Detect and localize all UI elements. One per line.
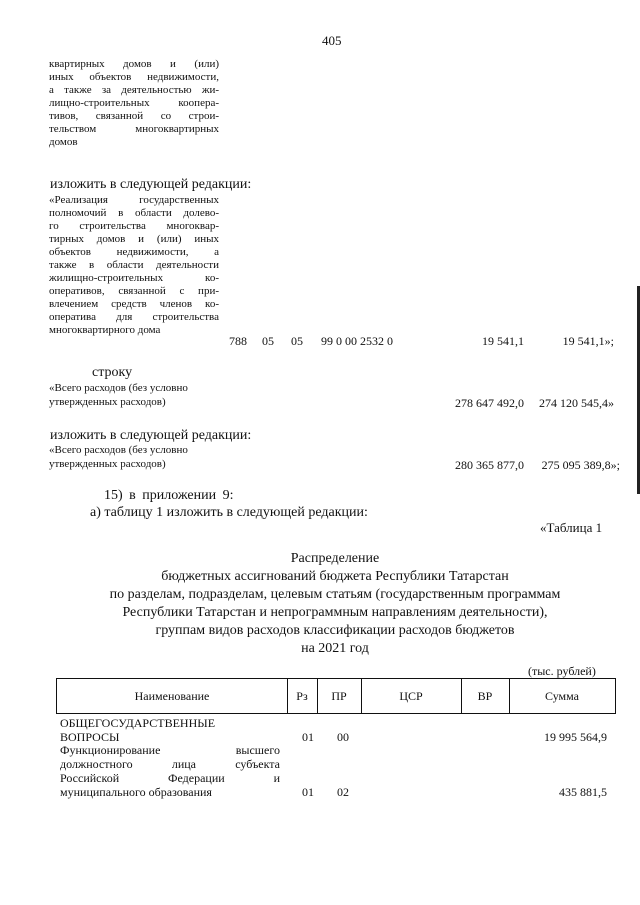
title-line: группам видов расходов классификации расходов бюджетов bbox=[155, 623, 515, 638]
edit1-sum2: 19 541,1»; bbox=[562, 334, 614, 348]
edit1-line: оперативов, связанной с при- bbox=[49, 285, 219, 297]
item15-line2: а) таблицу 1 изложить в следующей редакции: bbox=[90, 505, 368, 520]
table-row bbox=[60, 743, 280, 799]
edit1-code-pr: 05 bbox=[291, 334, 303, 348]
row-rz: 01 bbox=[302, 785, 314, 799]
row-name-line: муниципального образования bbox=[60, 785, 212, 799]
edit1-line: тирных домов и (или) иных bbox=[49, 233, 219, 245]
edit1-line: также в области деятельности bbox=[49, 259, 219, 271]
prev-line: тельством многоквартирных bbox=[49, 123, 219, 135]
title-line: бюджетных ассигнований бюджета Республики Татарстан bbox=[161, 569, 509, 584]
edit1-line: оператива для строительства bbox=[49, 311, 219, 323]
item15-line1: 15) в приложении 9: bbox=[104, 488, 234, 503]
header-csr: ЦСР bbox=[399, 688, 423, 703]
table-label: «Таблица 1 bbox=[540, 520, 603, 535]
header-rz: Рз bbox=[296, 688, 308, 703]
row-sum: 19 995 564,9 bbox=[544, 730, 607, 744]
edit2-heading: изложить в следующей редакции: bbox=[50, 428, 252, 443]
row-pr: 02 bbox=[337, 785, 349, 799]
stroku-sum1: 278 647 492,0 bbox=[455, 396, 524, 410]
edit2-sum2: 275 095 389,8»; bbox=[541, 458, 620, 472]
header-sum: Сумма bbox=[545, 688, 579, 703]
prev-line: иных объектов недвижимости, bbox=[49, 71, 219, 83]
edit1-line: полномочий в области долево- bbox=[49, 207, 219, 219]
title-line: Республики Татарстан и непрограммным направлениям деятельности), bbox=[122, 605, 548, 620]
edit1-heading: изложить в следующей редакции: bbox=[50, 177, 252, 192]
prev-line: а также за деятельностью жи- bbox=[49, 84, 219, 96]
header-pr: ПР bbox=[331, 688, 347, 703]
prev-line: квартирных домов и (или) bbox=[49, 58, 219, 70]
row-name-line: ВОПРОСЫ bbox=[60, 730, 120, 744]
edit1-line: «Реализация государственных bbox=[49, 194, 219, 206]
header-name: Наименование bbox=[134, 688, 210, 703]
edit1-line: многоквартирного дома bbox=[49, 324, 161, 336]
prev-line: домов bbox=[49, 136, 78, 148]
row-rz: 01 bbox=[302, 730, 314, 744]
row-name-line: Российской Федерации и bbox=[60, 771, 280, 785]
table-title bbox=[40, 550, 630, 658]
stroku-line2: утвержденных расходов) bbox=[49, 396, 166, 408]
edit1-code-vedomstvo: 788 bbox=[229, 334, 247, 348]
stroku-label: строку bbox=[92, 365, 133, 380]
stroku-line1: «Всего расходов (без условно bbox=[49, 382, 188, 394]
edit1-line: влечением средств членов ко- bbox=[49, 298, 219, 310]
table-row bbox=[60, 716, 215, 744]
table-header bbox=[56, 678, 616, 714]
edit1-code-csr: 99 0 00 2532 0 bbox=[321, 334, 393, 348]
page-number: 405 bbox=[322, 33, 342, 48]
header-vr: ВР bbox=[477, 688, 493, 703]
units-label: (тыс. рублей) bbox=[528, 664, 596, 678]
edit2-sum1: 280 365 877,0 bbox=[455, 458, 524, 472]
title-line: Распределение bbox=[290, 551, 380, 566]
row-name-line: Функционирование высшего bbox=[60, 743, 280, 757]
edit1-sum1: 19 541,1 bbox=[482, 334, 524, 348]
stroku-sum2: 274 120 545,4» bbox=[539, 396, 614, 410]
title-line: на 2021 год bbox=[301, 641, 369, 656]
prev-block-text bbox=[49, 58, 219, 149]
row-name-line: должностного лица субъекта bbox=[60, 757, 280, 771]
edit1-line: объектов недвижимости, а bbox=[49, 246, 219, 258]
edit1-line: го строительства многоквар- bbox=[49, 220, 219, 232]
edit1-line: жилищно-строительных ко- bbox=[49, 272, 219, 284]
edit1-code-rz: 05 bbox=[262, 334, 274, 348]
title-line: по разделам, подразделам, целевым статьям (государственным программам bbox=[109, 587, 561, 602]
row-name-line: ОБЩЕГОСУДАРСТВЕННЫЕ bbox=[60, 716, 216, 730]
edit1-text bbox=[49, 194, 219, 337]
row-pr: 00 bbox=[337, 730, 349, 744]
row-sum: 435 881,5 bbox=[559, 785, 607, 799]
edit2-line1: «Всего расходов (без условно bbox=[49, 444, 188, 456]
edit2-line2: утвержденных расходов) bbox=[49, 458, 166, 470]
prev-line: лищно-строительных коопера- bbox=[49, 97, 219, 109]
prev-line: тивов, связанной со строи- bbox=[49, 110, 219, 122]
